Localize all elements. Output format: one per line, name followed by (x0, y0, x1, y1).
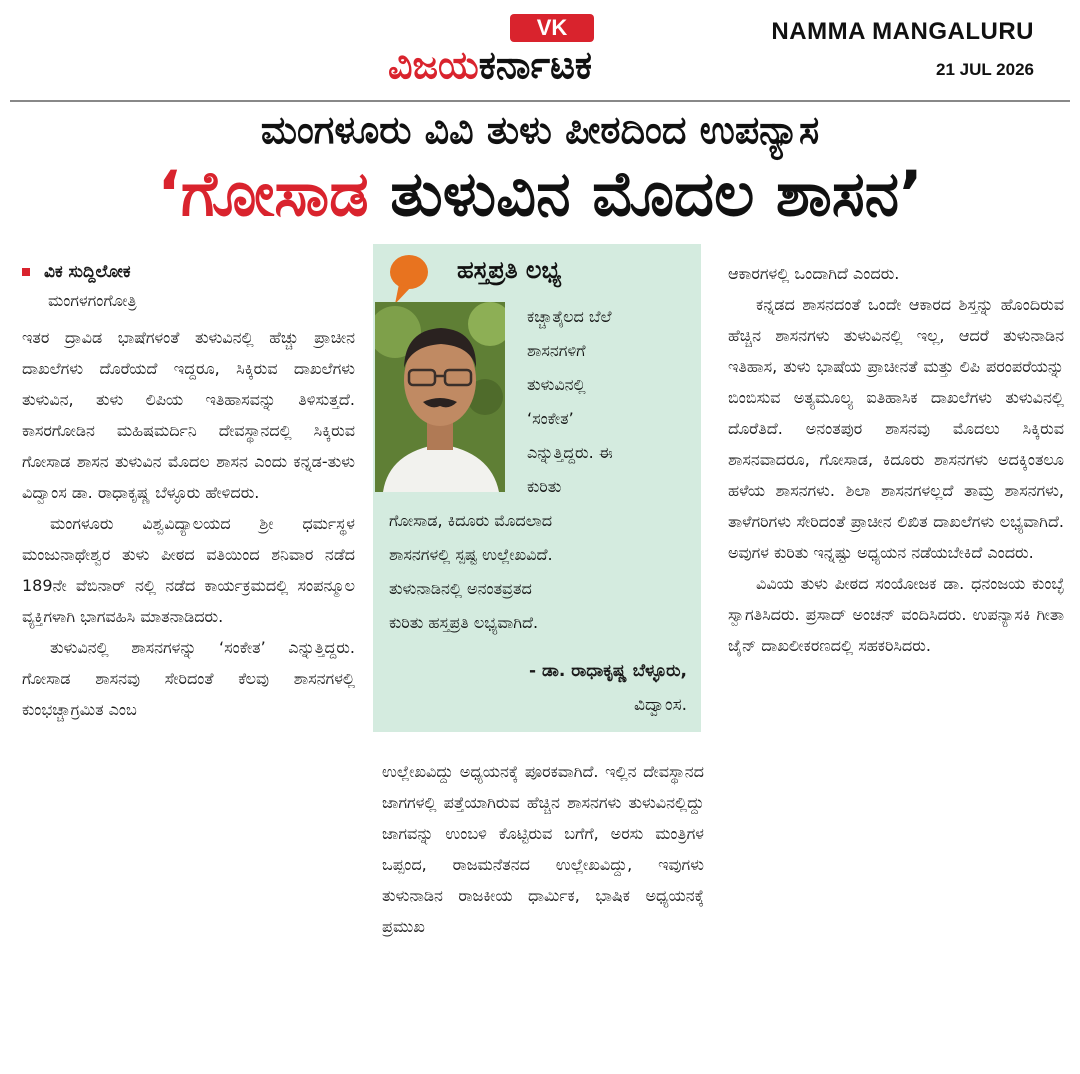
quote-line: ಕಚ್ಚಾತೈಲದ ಬೆಲೆ (527, 307, 612, 326)
quote-box (373, 244, 701, 732)
quote-text (389, 300, 687, 640)
quote-box-title: ಹಸ್ತಪ್ರತಿ ಲಭ್ಯ (457, 256, 562, 284)
article-column-2 (382, 756, 704, 942)
paragraph: ಆಕಾರಗಳಲ್ಲಿ ಒಂದಾಗಿದೆ ಎಂದರು. (728, 264, 900, 283)
quote-line: ಶಾಸನಗಳಲ್ಲಿ ಸ್ಪಷ್ಟ ಉಲ್ಲೇಖವಿದೆ. (389, 545, 553, 564)
paragraph: ತುಳುವಿನಲ್ಲಿ ಶಾಸನಗಳನ್ನು ‘ಸಂಕೇತ’ ಎನ್ನುತ್ತಿದ್ದರು. ಗೋಸಾಡ ಶಾಸನವು ಸೇರಿದಂತೆ ಕೆಲವು ಶಾಸನಗಳಲ್ಲಿ ಕುಂಭಚ್ಚಾಗ್ರಮಿತ ಎಂಬ (22, 638, 355, 719)
quote-line: ತುಳುವಿನಲ್ಲಿ (527, 375, 586, 394)
quote-line: ‘ಸಂಕೇತ’ (527, 409, 574, 428)
quote-line: ಗೋಸಾಡ, ಕಿದೂರು ಮೊದಲಾದ (389, 511, 553, 530)
quote-line: ಕುರಿತು (527, 477, 562, 496)
quote-line: ತುಳುನಾಡಿನಲ್ಲಿ ಅನಂತವ್ರತದ (389, 579, 532, 598)
paragraph: ಕನ್ನಡದ ಶಾಸನದಂತೆ ಒಂದೇ ಆಕಾರದ ಶಿಸ್ತನ್ನು ಹೊಂದಿರುವ ಹೆಚ್ಚಿನ ಶಾಸನಗಳು ತುಳುವಿನಲ್ಲಿ ಇಲ್ಲ, ಆದರೆ ತುಳುನಾಡಿನ ಇತಿಹಾಸ, ತುಳು ಭಾಷೆಯ ಪ್ರಾಚೀನತೆ ಮತ್ತು ಲಿಪಿ ಪರಂಪರೆಯನ್ನು ಬಿಂಬಿಸುವ ಅತ್ಯಮೂಲ್ಯ ಐತಿಹಾಸಿಕ ದಾಖಲೆಗಳು ತುಳುವಿನಲ್ಲಿ ದೊರೆತಿದೆ. ಅನಂತಪುರ ಶಾಸನವು ಮೊದಲು ಸಿಕ್ಕಿರುವ ಶಾಸನವಾದರೂ, ಗೋಸಾಡ, ಕಿದೂರು ಶಾಸನಗಳು ಅದಕ್ಕಿಂತಲೂ ಹಳೆಯ ಶಾಸನಗಳು. ಶಿಲಾ ಶಾಸನಗಳಲ್ಲದೆ ತಾಮ್ರ ಶಾಸನಗಳು, ತಾಳೆಗರಿಗಳು ಸೇರಿದಂತೆ ಪ್ರಾಚೀನ ಲಿಖಿತ ದಾಖಲೆಗಳು ಲಭ್ಯವಾಗಿದೆ. ಅವುಗಳ ಕುರಿತು ಇನ್ನಷ್ಟು ಅಧ್ಯಯನ ನಡೆಯಬೇಕಿದೆ ಎಂದರು. (728, 295, 1064, 562)
byline-text: ವಿಕ ಸುದ್ದಿಲೋಕ (44, 262, 131, 282)
quote-speaker-name: - ಡಾ. ರಾಧಾಕೃಷ್ಣ ಬೆಳ್ಳೂರು, (529, 661, 687, 681)
article-column-3 (728, 258, 1064, 661)
logo-wordmark (388, 40, 698, 90)
quote-line: ಶಾಸನಗಳಿಗೆ (527, 341, 586, 360)
paragraph: ವಿವಿಯ ತುಳು ಪೀಠದ ಸಂಯೋಜಕ ಡಾ. ಧನಂಜಯ ಕುಂಬ್ಳೆ ಸ್ವಾಗತಿಸಿದರು. ಪ್ರಸಾದ್ ಅಂಚನ್ ವಂದಿಸಿದರು. ಉಪನ್ಯಾಸಕಿ ಗೀತಾ ಜೈನ್ ದಾಖಲೀಕರಣದಲ್ಲಿ ಸಹಕರಿಸಿದರು. (728, 574, 1064, 655)
headline-rest: ತುಳುವಿನ ಮೊದಲ ಶಾಸನ’ (368, 157, 923, 230)
edition-date: 21 JUL 2026 (936, 60, 1034, 79)
quote-line: ಕುರಿತು ಹಸ್ತಪ್ರತಿ ಲಭ್ಯವಾಗಿದೆ. (389, 613, 539, 632)
logo-badge: VK (510, 14, 594, 42)
masthead-divider (10, 100, 1070, 102)
quote-speaker-role: ವಿದ್ವಾಂಸ. (634, 695, 687, 715)
quote-line: ಎನ್ನುತ್ತಿದ್ದರು. ಈ (527, 443, 613, 462)
headline-highlight: ‘ಗೋಸಾಡ (157, 157, 369, 230)
article-kicker: ಮಂಗಳೂರು ವಿವಿ ತುಳು ಪೀಠದಿಂದ ಉಪನ್ಯಾಸ (260, 108, 820, 152)
article-headline (0, 152, 1080, 236)
masthead (0, 0, 1080, 100)
speech-bubble-icon (389, 254, 429, 306)
article-column-1 (22, 258, 355, 725)
byline (22, 258, 355, 286)
logo-part-2: ಕರ್ನಾಟಕ (478, 43, 592, 87)
quote-attribution (529, 654, 687, 722)
logo-part-1: ವಿಜಯ (388, 43, 479, 87)
dateline: ಮಂಗಳಗಂಗೋತ್ರಿ (48, 291, 137, 310)
edition-name: NAMMA MANGALURU (771, 18, 1034, 45)
newspaper-logo[interactable] (388, 14, 698, 90)
paragraph: ಮಂಗಳೂರು ವಿಶ್ವವಿದ್ಯಾಲಯದ ಶ್ರೀ ಧರ್ಮಸ್ಥಳ ಮಂಜುನಾಥೇಶ್ವರ ತುಳು ಪೀಠದ ವತಿಯಿಂದ ಶನಿವಾರ ನಡೆದ 189ನೇ ವೆಬಿನಾರ್ ನಲ್ಲಿ ನಡೆದ ಕಾರ್ಯಕ್ರಮದಲ್ಲಿ ಸಂಪನ್ಮೂಲ ವ್ಯಕ್ತಿಗಳಾಗಿ ಭಾಗವಹಿಸಿ ಮಾತನಾಡಿದರು. (22, 514, 355, 626)
paragraph: ಉಲ್ಲೇಖವಿದ್ದು ಅಧ್ಯಯನಕ್ಕೆ ಪೂರಕವಾಗಿದೆ. ಇಲ್ಲಿನ ದೇವಸ್ಥಾನದ ಜಾಗಗಳಲ್ಲಿ ಪತ್ತೆಯಾಗಿರುವ ಹೆಚ್ಚಿನ ಶಾಸನಗಳು ತುಳುವಿನಲ್ಲಿದ್ದು ಜಾಗವನ್ನು ಉಂಬಳಿ ಕೊಟ್ಟಿರುವ ಬಗೆಗೆ, ಅರಸು ಮಂತ್ರಿಗಳ ಒಪ್ಪಂದ, ರಾಜಮನೆತನದ ಉಲ್ಲೇಖವಿದ್ದು, ಇವುಗಳು ತುಳುನಾಡಿನ ರಾಜಕೀಯ ಧಾರ್ಮಿಕ, ಭಾಷಿಕ ಅಧ್ಯಯನಕ್ಕೆ ಪ್ರಮುಖ (382, 762, 704, 936)
paragraph: ಇತರ ದ್ರಾವಿಡ ಭಾಷೆಗಳಂತೆ ತುಳುವಿನಲ್ಲಿ ಹೆಚ್ಚು ಪ್ರಾಚೀನ ದಾಖಲೆಗಳು ದೊರೆಯದೆ ಇದ್ದರೂ, ಸಿಕ್ಕಿರುವ ದಾಖಲೆಗಳು ತುಳುವಿನ, ತುಳು ಲಿಪಿಯ ಇತಿಹಾಸವನ್ನು ತಿಳಿಸುತ್ತದೆ. ಕಾಸರಗೋಡಿನ ಮಹಿಷಮರ್ದಿನಿ ದೇವಸ್ಥಾನದಲ್ಲಿ ಸಿಕ್ಕಿರುವ ಗೋಸಾಡ ಶಾಸನ ತುಳುವಿನ ಮೊದಲ ಶಾಸನ ಎಂದು ಕನ್ನಡ-ತುಳು ವಿದ್ವಾಂಸ ಡಾ. ರಾಧಾಕೃಷ್ಣ ಬೆಳ್ಳೂರು ಹೇಳಿದರು. (22, 328, 355, 502)
byline-square-icon (22, 268, 30, 276)
